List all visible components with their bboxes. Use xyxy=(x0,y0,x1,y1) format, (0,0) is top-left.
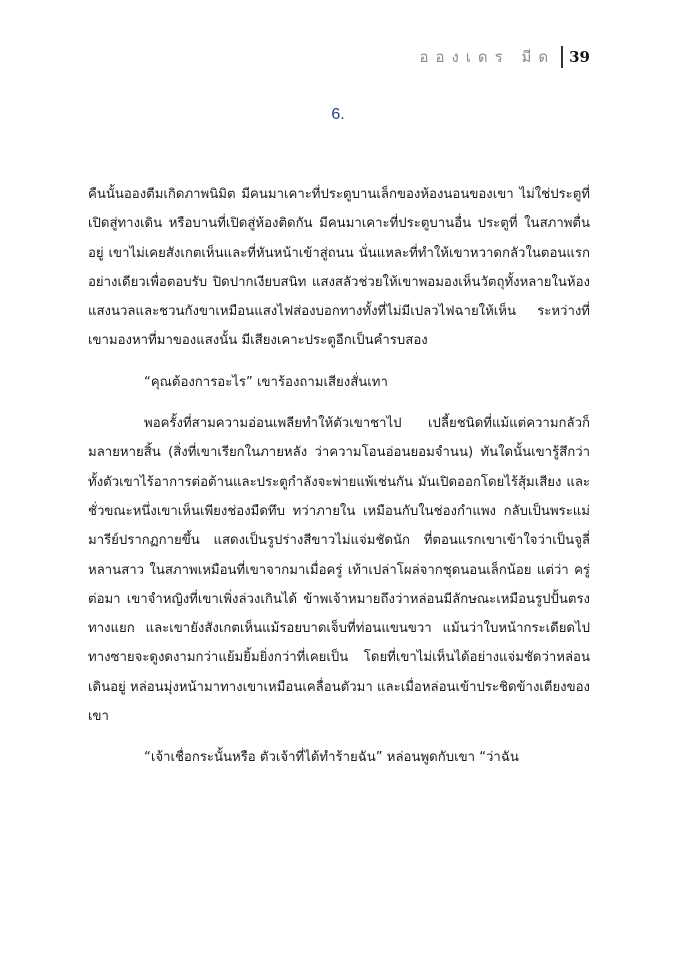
paragraph-3: พอครั้งที่สามความอ่อนเพลียทำให้ตัวเขาชาไป เปลี้ยชนิดที่แม้แต่ความกลัวก็มลายหายสิ้น (สิ่งที่เขาเรียกในภายหลัง ว่าความโอนอ่อนยอมจำนน) ทันใดนั้นเขารู้สึกว่าทั้งตัวเขาไร้อาการต่อต้านและประตูกำลังจะพ่ายแพ้เช่นกัน มันเปิดออกโดยไร้สุ้มเสียง และชั่วขณะหนึ่งเขาเห็นเพียงช่องมืดทึบ ทว่าภายใน เหมือนกับในช่องกำแพง กลับเป็นพระแม่มารีย์ปรากฏกายขึ้น แสดงเป็นรูปร่างสีขาวไม่แจ่มชัดนัก ที่ตอนแรกเขาเข้าใจว่าเป็นจูลี่หลานสาว ในสภาพเหมือนที่เขาจากมาเมื่อครู่ เท้าเปล่าโผล่จากชุดนอนเล็กน้อย แต่ว่า ครู่ต่อมา เขาจำหญิงที่เขาเพิ่งล่วงเกินได้ ข้าพเจ้าหมายถึงว่าหล่อนมีลักษณะเหมือนรูปปั้นตรงทางแยก และเขายังสังเกตเห็นแม้รอยบาดเจ็บที่ท่อนแขนขวา แม้นว่าใบหน้ากระเดียดไปทางซายจะดูงดงามกว่าแย้มยิ้มยิ่งกว่าที่เคยเป็น โดยที่เขาไม่เห็นได้อย่างแจ่มชัดว่าหล่อนเดินอยู่ หล่อนมุ่งหน้ามาทางเขาเหมือนเคลื่อนตัวมา และเมื่อหล่อนเข้าประชิดข้างเตียงของเขา xyxy=(88,416,590,725)
header-divider xyxy=(561,46,563,68)
header-author: อองเดร มีด xyxy=(419,48,556,66)
paragraph-4: “เจ้าเชื่อกระนั้นหรือ ตัวเจ้าที่ได้ทำร้ายฉัน” หล่อนพูดกับเขา “ว่าฉัน xyxy=(144,750,519,766)
body-text xyxy=(88,180,590,785)
running-header xyxy=(419,44,590,70)
paragraph-2: “คุณต้องการอะไร” เขาร้องถามเสียงสั่นเทา xyxy=(144,374,388,390)
page-number: 39 xyxy=(569,48,590,66)
paragraph-1: คืนนั้นอองตีมเกิดภาพนิมิต มีคนมาเคาะที่ประตูบานเล็กของห้องนอนของเขา ไม่ใช่ประตูที่เปิดสู่ทางเดิน หรือบานที่เปิดสู่ห้องติดกัน มีคนมาเคาะที่ประตูบานอื่น ประตูที่ ในสภาพตื่นอยู่ เขาไม่เคยสังเกตเห็นและที่หันหน้าเข้าสู่ถนน นั่นแหละที่ทำให้เขาหวาดกลัวในตอนแรก อย่างเดียวเพื่อตอบรับ ปิดปากเงียบสนิท แสงสลัวช่วยให้เขาพอมองเห็นวัตถุทั้งหลายในห้อง แสงนวลและชวนกังขาเหมือนแสงไฟส่องบอกทางทั้งที่ไม่มีเปลวไฟฉายให้เห็น ระหว่างที่เขามองหาที่มาของแสงนั้น มีเสียงเคาะประตูอีกเป็นคำรบสอง xyxy=(88,187,590,349)
chapter-number: 6. xyxy=(331,106,345,123)
